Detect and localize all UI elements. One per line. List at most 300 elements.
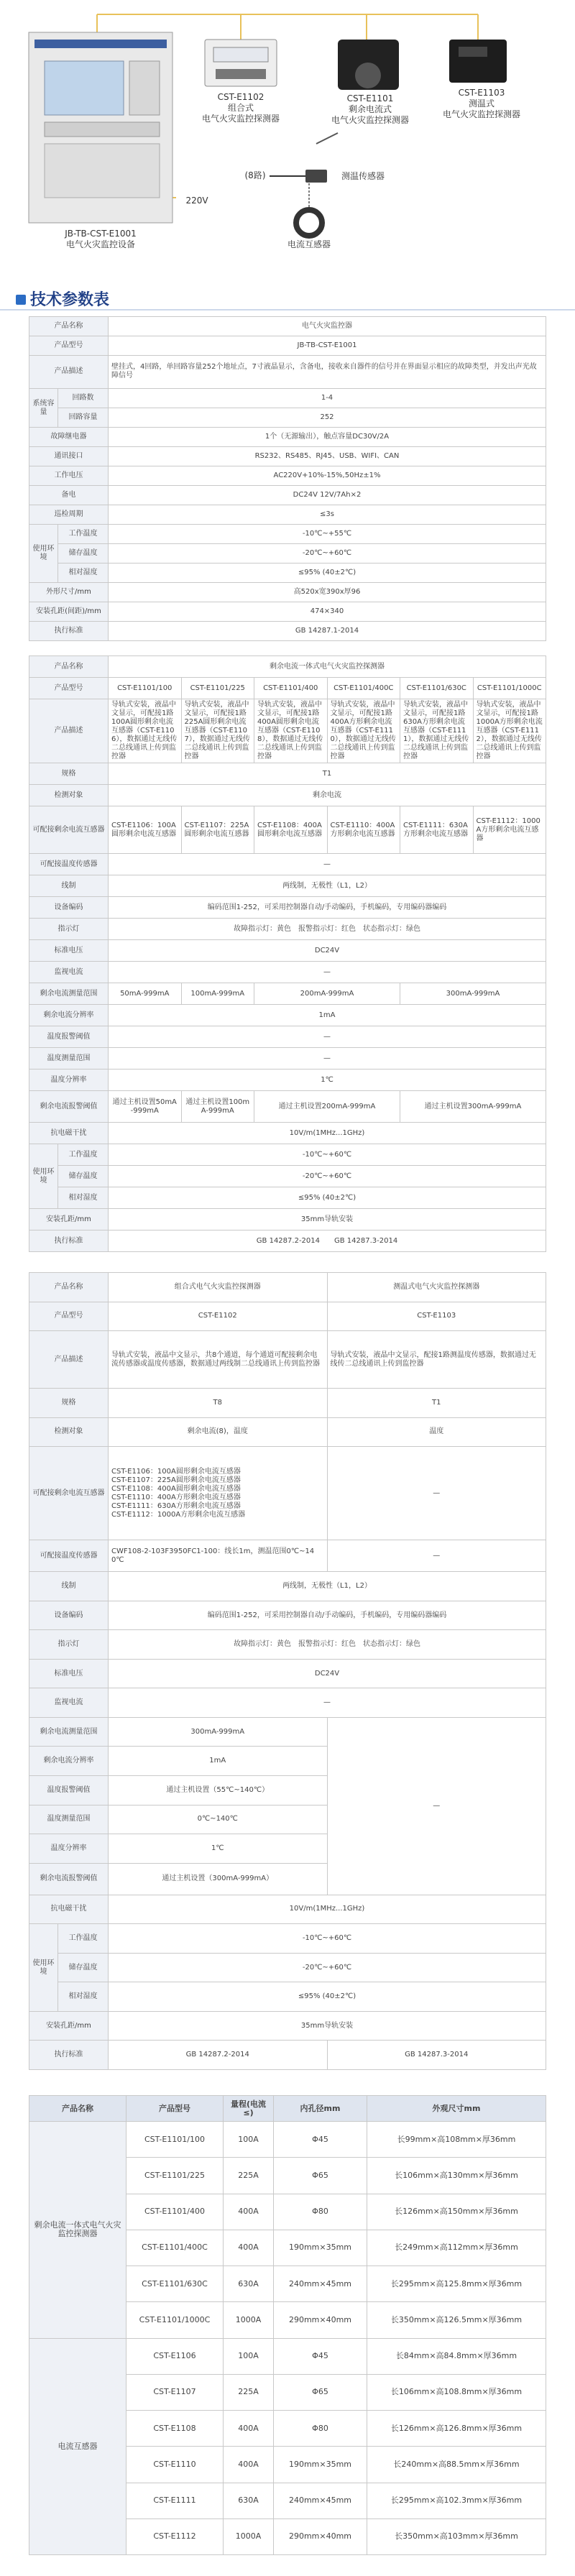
table-header-cell: 线制 — [29, 875, 109, 897]
table-cell: 电气火灾监控器 — [109, 317, 546, 336]
table-cell: 组合式电气火灾监控探测器 — [109, 1273, 328, 1302]
table-cell: -20℃~+60℃ — [109, 1953, 546, 1982]
table-row — [29, 2122, 546, 2158]
table-cell: AC220V+10%-15%,50Hz±1% — [109, 466, 546, 485]
table-header-cell: 设备编码 — [29, 897, 109, 919]
table-header-cell: 可配接温度传感器 — [29, 1540, 109, 1572]
table-cell: 400A — [224, 2411, 274, 2447]
table-cell: 壁挂式，4回路，单回路容量252个地址点，7寸液晶显示，含备电，接收来自器件的信号并在界面显示相应的故障类型，并发出声光故障信号 — [109, 355, 546, 388]
table-cell: 1个（无源输出），触点容量DC30V/2A — [109, 427, 546, 446]
table-header-cell: 使用环境 — [29, 1144, 58, 1209]
table-row — [29, 621, 546, 640]
table-cell: 长350mm×高126.5mm×厚36mm — [367, 2302, 546, 2338]
table-header-cell: 工作温度 — [58, 524, 109, 543]
table-cell: 导轨式安装，液晶中文显示，可配接1路400A圆形剩余电流互感器（CST-E1108），数据通过无线传二总线通讯上传到监控器 — [254, 699, 328, 763]
table-row — [29, 427, 546, 446]
table-row — [29, 1447, 546, 1540]
table-cell: CST-E1101/400 — [254, 678, 328, 699]
table-row — [29, 1230, 546, 1252]
table-cell: CST-E1101/400C — [126, 2230, 224, 2266]
table-cell: 50mA-999mA — [109, 983, 182, 1005]
table-cell: 导轨式安装，液晶中文显示，可配接1路1000A方形剩余电流互感器（CST-E1112），数据通过无线传二总线通讯上传到监控器 — [473, 699, 546, 763]
table-cell: 10V/m(1MHz...1GHz) — [109, 1123, 546, 1144]
table-cell: 10V/m(1MHz...1GHz) — [109, 1895, 546, 1924]
table-header-cell: 温度测量范围 — [29, 1805, 109, 1834]
table-header-cell: 回路容量 — [58, 408, 109, 428]
table-header-cell: 产品名称 — [29, 2096, 126, 2122]
table-row — [29, 408, 546, 428]
table-row — [29, 763, 546, 785]
table-cell: 190mm×35mm — [274, 2447, 367, 2483]
table-header-cell: 线制 — [29, 1572, 109, 1601]
table-header-cell: 规格 — [29, 763, 109, 785]
table-cell: 导轨式安装，液晶中文显示，可配接1路400A方形剩余电流互感器（CST-E1110），数据通过无线传二总线通讯上传到监控器 — [327, 699, 400, 763]
table-cell: 630A — [224, 2266, 274, 2302]
table-cell: CST-E1107 — [126, 2374, 224, 2410]
section-title — [16, 288, 109, 310]
table-cell: 长126mm×高126.8mm×厚36mm — [367, 2411, 546, 2447]
table-cell: Φ45 — [274, 2338, 367, 2374]
table-cell: 长106mm×高108.8mm×厚36mm — [367, 2374, 546, 2410]
table-header-cell: 电流互感器 — [29, 2338, 126, 2555]
table-cell: CST-E1102 — [109, 1302, 328, 1331]
table-cell: 长240mm×高88.5mm×厚36mm — [367, 2447, 546, 2483]
table-header-cell: 剩余电流测量范围 — [29, 1717, 109, 1747]
table-row — [29, 2011, 546, 2041]
table-header-cell: 使用环境 — [29, 524, 58, 582]
table-row — [29, 485, 546, 505]
e1102-name: 电气火灾监控探测器 — [201, 114, 280, 124]
table-cell: 190mm×35mm — [274, 2230, 367, 2266]
table-cell: 1000A — [224, 2518, 274, 2554]
table-cell: 两线制，无极性（L1，L2） — [109, 1572, 546, 1601]
wiring-diagram — [0, 0, 575, 266]
table-header-cell: 产品型号 — [29, 678, 109, 699]
table-header-cell: 温度测量范围 — [29, 1048, 109, 1070]
table-row — [29, 1688, 546, 1718]
table-cell: 200mA-999mA — [254, 983, 400, 1005]
table-cell: 240mm×45mm — [274, 2483, 367, 2518]
table-cell: CST-E1101/400C — [327, 678, 400, 699]
table-cell: 长249mm×高112mm×厚36mm — [367, 2230, 546, 2266]
section-title-text: 技术参数表 — [30, 291, 110, 309]
table-cell: 导轨式安装，液晶中文显示，配接1路测温度传感器，数据通过无线传二总线通讯上传到监控器 — [327, 1331, 546, 1389]
table-cell: 1mA — [109, 1747, 328, 1776]
table-cell: CST-E1101/225 — [181, 678, 254, 699]
table-row — [29, 1187, 546, 1209]
table-header-cell: 指示灯 — [29, 919, 109, 940]
table-header-cell: 剩余电流报警阈值 — [29, 1091, 109, 1123]
table-header-cell: 可配接剩余电流互感器 — [29, 1447, 109, 1540]
table-row — [29, 785, 546, 806]
table-cell: 35mm导轨安装 — [109, 2011, 546, 2041]
table-cell: 测温式电气火灾监控探测器 — [327, 1273, 546, 1302]
table-header-cell: 储存温度 — [58, 543, 109, 563]
table-header-cell: 储存温度 — [58, 1166, 109, 1187]
table-header-cell: 标准电压 — [29, 940, 109, 962]
table-header-cell: 储存温度 — [58, 1953, 109, 1982]
table-header-cell: 工作温度 — [58, 1924, 109, 1954]
table-header-cell: 温度分辨率 — [29, 1834, 109, 1864]
table-cell: RS232、RS485、RJ45、USB、WIFI、CAN — [109, 446, 546, 466]
table-header-cell: 剩余电流一体式电气火灾监控探测器 — [29, 2122, 126, 2339]
table-cell: 剩余电流 — [109, 785, 546, 806]
table-header-cell: 产品描述 — [29, 699, 109, 763]
table-header-cell: 相对湿度 — [58, 563, 109, 582]
table-cell: 300mA-999mA — [400, 983, 546, 1005]
table-cell: — — [109, 1688, 546, 1718]
table-cell: 252 — [109, 408, 546, 428]
table-header-cell: 工作电压 — [29, 466, 109, 485]
table-cell: ≤95% (40±2℃) — [109, 1187, 546, 1209]
e1102-device — [205, 40, 277, 86]
ct-list-item: CST-E1107：225A圆形剩余电流互感器 — [111, 1476, 241, 1484]
current-transformer — [296, 210, 322, 236]
section-divider — [0, 309, 575, 310]
table-cell: 1000A — [224, 2302, 274, 2338]
table-row — [29, 699, 546, 763]
table-row — [29, 524, 546, 543]
table-cell: 长99mm×高108mm×厚36mm — [367, 2122, 546, 2158]
table-cell: CST-E1103 — [327, 1302, 546, 1331]
table-cell: 1℃ — [109, 1070, 546, 1091]
table-cell: 通过主机设置50mA-999mA — [109, 1091, 182, 1123]
table-cell: -10℃~+60℃ — [109, 1924, 546, 1954]
table-header-cell: 系统容量 — [29, 389, 58, 428]
table-header-cell: 可配接剩余电流互感器 — [29, 806, 109, 854]
table-cell: 1-4 — [109, 389, 546, 408]
table-cell: 编码范围1-252，可采用控制器自动/手动编码，手机编码，专用编码器编码 — [109, 897, 546, 919]
table-header-cell: 回路数 — [58, 389, 109, 408]
table-header-cell: 检测对象 — [29, 785, 109, 806]
table-cell: JB-TB-CST-E1001 — [109, 336, 546, 355]
table-cell: CST-E1101/400 — [126, 2194, 224, 2230]
table-header-cell: 规格 — [29, 1389, 109, 1418]
spec-table-controller — [29, 316, 546, 641]
table-row — [29, 1091, 546, 1123]
table-row — [29, 1048, 546, 1070]
table-row — [29, 1659, 546, 1688]
e1102-label — [183, 92, 298, 124]
spec-table-residual — [29, 656, 546, 1252]
table-header-cell: 产品描述 — [29, 1331, 109, 1389]
table-header-cell: 温度分辨率 — [29, 1070, 109, 1091]
table-header-cell: 产品型号 — [29, 336, 109, 355]
table-cell: GB 14287.3-2014 — [327, 2041, 546, 2070]
table-header-cell: 可配接温度传感器 — [29, 854, 109, 875]
table-row — [29, 1070, 546, 1091]
table-cell: 温度 — [327, 1417, 546, 1447]
table-cell: — — [109, 1048, 546, 1070]
table-row — [29, 602, 546, 621]
table-cell: 长106mm×高130mm×厚36mm — [367, 2158, 546, 2194]
table-cell: GB 14287.2-2014 GB 14287.3-2014 — [109, 1230, 546, 1252]
table-row — [29, 1540, 546, 1572]
table-header-cell: 执行标准 — [29, 621, 109, 640]
table-cell: CWF108-2-103F3950FC1-100：线长1m，测温范围0℃~140℃ — [109, 1540, 328, 1572]
table-cell: 0℃~140℃ — [109, 1805, 328, 1834]
table-cell: T1 — [327, 1389, 546, 1418]
table-header-cell: 监视电流 — [29, 962, 109, 983]
table-cell: Φ45 — [274, 2122, 367, 2158]
channel-label: (8路) — [244, 170, 266, 180]
table-cell: 长295mm×高102.3mm×厚36mm — [367, 2483, 546, 2518]
table-cell: 剩余电流(8)，温度 — [109, 1417, 328, 1447]
table-row — [29, 919, 546, 940]
table-cell: 1℃ — [109, 1834, 328, 1864]
table-header-row — [29, 2096, 546, 2122]
table-cell: -20℃~+60℃ — [109, 1166, 546, 1187]
table-cell: -10℃~+60℃ — [109, 1144, 546, 1166]
table-header-cell: 剩余电流测量范围 — [29, 983, 109, 1005]
e1103-name: 电气火灾监控探测器 — [442, 109, 520, 119]
table-header-cell: 执行标准 — [29, 2041, 109, 2070]
table-cell: T1 — [109, 763, 546, 785]
table-header-cell: 执行标准 — [29, 1230, 109, 1252]
table-cell: CST-E1101/630C — [126, 2266, 224, 2302]
table-header-cell: 相对湿度 — [58, 1187, 109, 1209]
table-header-cell: 标准电压 — [29, 1659, 109, 1688]
table-row — [29, 355, 546, 388]
table-header-cell: 抗电磁干扰 — [29, 1895, 109, 1924]
table-cell: 导轨式安装，液晶中文显示，可配接1路630A方形剩余电流互感器（CST-E1111），数据通过无线传二总线通讯上传到监控器 — [400, 699, 474, 763]
table-cell: 剩余电流一体式电气火灾监控探测器 — [109, 656, 546, 678]
bullet-icon — [16, 295, 26, 305]
table-header-cell: 相对湿度 — [58, 1982, 109, 2012]
product-diagram — [0, 0, 575, 266]
table-header-cell: 使用环境 — [29, 1924, 58, 2012]
table-row — [29, 962, 546, 983]
table-row — [29, 1417, 546, 1447]
table-cell: 高520x宽390x厚96 — [109, 582, 546, 602]
table-header-cell: 安装孔距/mm — [29, 1209, 109, 1230]
table-row — [29, 1601, 546, 1630]
table-cell: CST-E1101/100 — [126, 2122, 224, 2158]
table-row — [29, 875, 546, 897]
table-row — [29, 2338, 546, 2374]
table-row — [29, 1572, 546, 1601]
table-row — [29, 1982, 546, 2012]
table-cell: CST-E1101/630C — [400, 678, 474, 699]
table-header-cell: 温度报警阈值 — [29, 1026, 109, 1048]
ct-list — [109, 1447, 328, 1540]
table-header-cell: 故障继电器 — [29, 427, 109, 446]
table-cell: 导轨式安装，液晶中文显示，可配接1路100A圆形剩余电流互感器（CST-E1106），数据通过无线传二总线通讯上传到监控器 — [109, 699, 182, 763]
table-row — [29, 505, 546, 524]
e1103-device — [449, 40, 507, 83]
table-cell: 400A — [224, 2447, 274, 2483]
table-cell: 1mA — [109, 1005, 546, 1026]
table-cell: ≤3s — [109, 505, 546, 524]
table-header-cell: 备电 — [29, 485, 109, 505]
table-cell: — — [327, 1447, 546, 1540]
table-header-cell: 工作温度 — [58, 1144, 109, 1166]
table-row — [29, 1717, 546, 1747]
table-row — [29, 656, 546, 678]
table-cell: 400A — [224, 2230, 274, 2266]
table-cell: 通过主机设置200mA-999mA — [254, 1091, 400, 1123]
table-cell: 225A — [224, 2158, 274, 2194]
table-cell: CST-E1112：1000A方形剩余电流互感器 — [473, 806, 546, 854]
table-row — [29, 1166, 546, 1187]
table-row — [29, 1123, 546, 1144]
table-cell: CST-E1108：400A圆形剩余电流互感器 — [254, 806, 328, 854]
table-header-cell: 产品描述 — [29, 355, 109, 388]
table-row — [29, 336, 546, 355]
table-row — [29, 1273, 546, 1302]
table-header-cell: 内孔径mm — [274, 2096, 367, 2122]
table-cell: 通过主机设置100mA-999mA — [181, 1091, 254, 1123]
table-cell: 通过主机设置（55℃~140℃） — [109, 1776, 328, 1806]
table-row — [29, 1144, 546, 1166]
panel-model: JB-TB-CST-E1001 — [65, 229, 137, 239]
e1101-type: 剩余电流式 — [348, 104, 392, 114]
table-cell: 编码范围1-252，可采用控制器自动/手动编码，手机编码，专用编码器编码 — [109, 1601, 546, 1630]
table-cell: ≤95% (40±2℃) — [109, 1982, 546, 2012]
voltage-label: 220V — [185, 196, 208, 206]
ct-label: 电流互感器 — [287, 239, 331, 249]
table-cell: CST-E1106：100A圆形剩余电流互感器 — [109, 806, 182, 854]
table-row — [29, 1953, 546, 1982]
table-cell: 474×340 — [109, 602, 546, 621]
table-row — [29, 317, 546, 336]
table-row — [29, 543, 546, 563]
table-header-cell: 剩余电流分辨率 — [29, 1747, 109, 1776]
table-header-cell: 指示灯 — [29, 1630, 109, 1660]
table-row — [29, 1302, 546, 1331]
table-cell: Φ65 — [274, 2374, 367, 2410]
table-row — [29, 563, 546, 582]
e1103-model: CST-E1103 — [458, 88, 505, 98]
table-header-cell: 外形尺寸/mm — [29, 582, 109, 602]
ct-list-item: CST-E1110：400A方形剩余电流互感器 — [111, 1493, 241, 1501]
table-header-cell: 检测对象 — [29, 1417, 109, 1447]
table-cell: Φ80 — [274, 2194, 367, 2230]
table-cell: 长126mm×高150mm×厚36mm — [367, 2194, 546, 2230]
table-header-cell: 抗电磁干扰 — [29, 1123, 109, 1144]
table-cell: 630A — [224, 2483, 274, 2518]
table-cell: Φ65 — [274, 2158, 367, 2194]
table-header-cell: 剩余电流分辨率 — [29, 1005, 109, 1026]
table-row — [29, 983, 546, 1005]
table-row — [29, 1209, 546, 1230]
e1101-model: CST-E1101 — [346, 93, 394, 104]
table-cell: 导轨式安装，液晶中文显示，共8个通道，每个通道可配接剩余电流传感器或温度传感器，数据通过两线制二总线通讯上传到监控器 — [109, 1331, 328, 1389]
panel-screen — [45, 61, 124, 115]
table-row — [29, 1005, 546, 1026]
table-cell: — — [109, 962, 546, 983]
table-cell: 故障指示灯：黄色 报警指示灯：红色 状态指示灯：绿色 — [109, 1630, 546, 1660]
table-cell: CST-E1101/100 — [109, 678, 182, 699]
table-cell: CST-E1111 — [126, 2483, 224, 2518]
table-row — [29, 678, 546, 699]
table-cell: 240mm×45mm — [274, 2266, 367, 2302]
table-row — [29, 582, 546, 602]
e1101-label — [313, 93, 428, 126]
table-header-cell: 产品名称 — [29, 656, 109, 678]
table-cell: 35mm导轨安装 — [109, 1209, 546, 1230]
table-row — [29, 897, 546, 919]
table-cell: CST-E1111：630A方形剩余电流互感器 — [400, 806, 474, 854]
table-row — [29, 806, 546, 854]
table-cell: GB 14287.1-2014 — [109, 621, 546, 640]
e1101-name: 电气火灾监控探测器 — [331, 115, 409, 125]
table-header-cell: 产品型号 — [126, 2096, 224, 2122]
table-cell: DC24V 12V/7Ah×2 — [109, 485, 546, 505]
size-table — [29, 2095, 546, 2555]
table-cell: 290mm×40mm — [274, 2302, 367, 2338]
table-cell: CST-E1101/1000C — [473, 678, 546, 699]
table-header-cell: 安装孔距(间距)/mm — [29, 602, 109, 621]
table-cell: CST-E1101/1000C — [126, 2302, 224, 2338]
ct-list-item: CST-E1106：100A圆形剩余电流互感器 — [111, 1467, 241, 1476]
table-header-cell: 产品型号 — [29, 1302, 109, 1331]
table-cell: 长350mm×高103mm×厚36mm — [367, 2518, 546, 2554]
table-cell: 通过主机设置（300mA-999mA） — [109, 1863, 328, 1895]
table-cell: CST-E1101/225 — [126, 2158, 224, 2194]
table-cell: 100mA-999mA — [181, 983, 254, 1005]
table-cell: 300mA-999mA — [109, 1717, 328, 1747]
table-cell: CST-E1112 — [126, 2518, 224, 2554]
table-row — [29, 1895, 546, 1924]
table-cell: CST-E1108 — [126, 2411, 224, 2447]
table-cell: 225A — [224, 2374, 274, 2410]
table-cell: 长84mm×高84.8mm×厚36mm — [367, 2338, 546, 2374]
table-row — [29, 1924, 546, 1954]
panel-label — [29, 229, 172, 250]
table-cell: 长295mm×高125.8mm×厚36mm — [367, 2266, 546, 2302]
table-row — [29, 2041, 546, 2070]
temp-sensor-label: 测温传感器 — [341, 171, 385, 181]
table-cell: — — [327, 1540, 546, 1572]
table-cell: 导轨式安装，液晶中文显示，可配接1路225A圆形剩余电流互感器（CST-E1107），数据通过无线传二总线通讯上传到监控器 — [181, 699, 254, 763]
table-cell: GB 14287.2-2014 — [109, 2041, 328, 2070]
table-header-cell: 剩余电流报警阈值 — [29, 1863, 109, 1895]
table-cell: 100A — [224, 2122, 274, 2158]
table-row — [29, 854, 546, 875]
table-cell: — — [327, 1717, 546, 1895]
table-cell: CST-E1110 — [126, 2447, 224, 2483]
ct-list-item: CST-E1111：630A方形剩余电流互感器 — [111, 1501, 241, 1510]
table-cell: ≤95% (40±2℃) — [109, 563, 546, 582]
panel-name: 电气火灾监控设备 — [65, 239, 135, 249]
table-row — [29, 1389, 546, 1418]
table-row — [29, 466, 546, 485]
table-header-cell: 温度报警阈值 — [29, 1776, 109, 1806]
temp-sensor — [305, 170, 327, 183]
table-header-cell: 监视电流 — [29, 1688, 109, 1718]
table-cell: 400A — [224, 2194, 274, 2230]
table-cell: T8 — [109, 1389, 328, 1418]
table-header-cell: 外观尺寸mm — [367, 2096, 546, 2122]
table-header-cell: 通讯接口 — [29, 446, 109, 466]
table-cell: — — [109, 1026, 546, 1048]
table-cell: DC24V — [109, 1659, 546, 1688]
table-header-cell: 巡检周期 — [29, 505, 109, 524]
table-cell: Φ80 — [274, 2411, 367, 2447]
spec-table-combined — [29, 1272, 546, 2070]
e1103-label — [424, 88, 539, 120]
table-cell: 两线制，无极性（L1，L2） — [109, 875, 546, 897]
e1103-type: 测温式 — [468, 98, 494, 109]
table-cell: CST-E1106 — [126, 2338, 224, 2374]
table-header-cell: 产品名称 — [29, 1273, 109, 1302]
ct-list-item: CST-E1112：1000A方形剩余电流互感器 — [111, 1510, 246, 1519]
table-cell: CST-E1110：400A方形剩余电流互感器 — [327, 806, 400, 854]
table-cell: 通过主机设置300mA-999mA — [400, 1091, 546, 1123]
table-cell: -20℃~+60℃ — [109, 543, 546, 563]
table-cell: 故障指示灯：黄色 报警指示灯：红色 状态指示灯：绿色 — [109, 919, 546, 940]
